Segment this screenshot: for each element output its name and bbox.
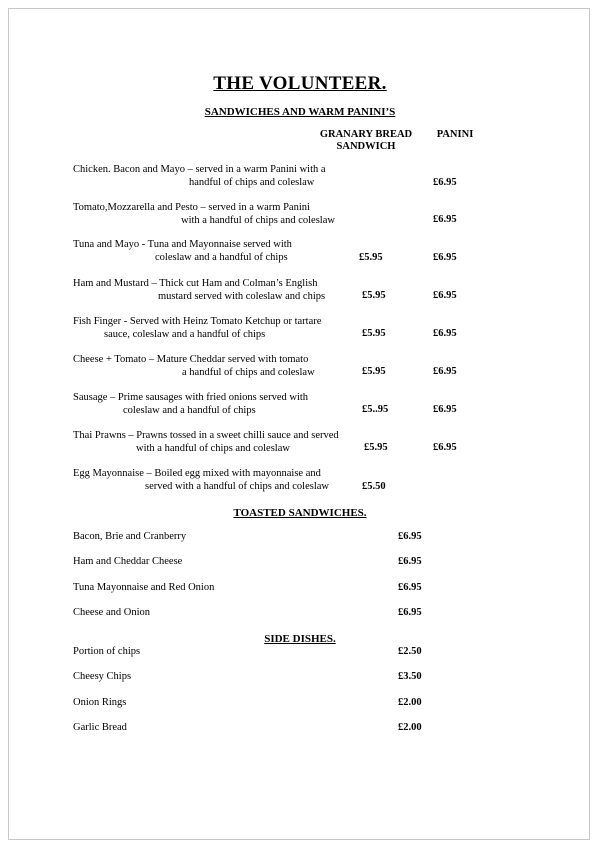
sandwich-item-panini-price: £6.95 [433, 442, 457, 453]
toasted-item-price: £6.95 [398, 582, 422, 593]
sandwich-item-desc-line1: Tomato,Mozzarella and Pesto – served in a warm Panini [73, 202, 310, 213]
side-item-name: Portion of chips [73, 646, 141, 657]
toasted-item-price: £6.95 [398, 607, 422, 618]
sides-heading: SIDE DISHES. [264, 633, 336, 645]
side-item-name: Cheesy Chips [73, 671, 132, 682]
sandwich-item-desc-line2: a handful of chips and coleslaw [182, 366, 315, 378]
sandwich-item [73, 164, 326, 189]
toasted-item-name: Tuna Mayonnaise and Red Onion [73, 582, 215, 593]
sandwich-item-granary-price: £5.50 [362, 481, 386, 492]
sandwich-item-desc-line1: Sausage – Prime sausages with fried onions served with [73, 392, 309, 403]
panini-column-header: PANINI [436, 129, 474, 140]
granary-column-header [318, 129, 414, 153]
sandwiches-heading: SANDWICHES AND WARM PANINI’S [204, 106, 396, 118]
sandwich-item [73, 430, 339, 455]
sandwich-item-desc-line1: Egg Mayonnaise – Boiled egg mixed with mayonnaise and [73, 468, 321, 479]
sandwich-item-desc-line2: handful of chips and coleslaw [189, 176, 315, 188]
page-border [8, 8, 590, 840]
sandwich-item [73, 202, 335, 227]
menu-title: THE VOLUNTEER. [213, 73, 387, 94]
sandwich-item-desc-line2: mustard served with coleslaw and chips [158, 290, 326, 302]
sandwich-item [73, 316, 321, 341]
sandwich-item-desc-line2: coleslaw and a handful of chips [155, 251, 288, 263]
side-item-price: £2.00 [398, 722, 422, 733]
sandwich-item-panini-price: £6.95 [433, 328, 457, 339]
sandwich-item-desc-line1: Ham and Mustard – Thick cut Ham and Colman’s English [73, 278, 318, 289]
sandwich-item-panini-price: £6.95 [433, 252, 457, 263]
sandwich-item-panini-price: £6.95 [433, 404, 457, 415]
sandwich-item-desc-line2: with a handful of chips and coleslaw [136, 442, 290, 454]
sandwich-item-granary-price: £5.95 [364, 442, 388, 453]
side-item-price: £2.50 [398, 646, 422, 657]
sandwich-item-granary-price: £5.95 [362, 290, 386, 301]
side-item-name: Garlic Bread [73, 722, 127, 733]
toasted-item-name: Cheese and Onion [73, 607, 150, 618]
sandwich-item-desc-line1: Tuna and Mayo - Tuna and Mayonnaise served with [73, 239, 292, 250]
sandwich-item-desc-line1: Cheese + Tomato – Mature Cheddar served with tomato [73, 354, 309, 365]
sandwich-item-panini-price: £6.95 [433, 366, 457, 377]
sandwich-item-panini-price: £6.95 [433, 177, 457, 188]
toasted-heading: TOASTED SANDWICHES. [233, 507, 367, 519]
sandwich-item-desc-line2: coleslaw and a handful of chips [123, 404, 256, 416]
side-item-price: £2.00 [398, 697, 422, 708]
side-item-name: Onion Rings [73, 697, 127, 708]
sandwich-item-desc-line1: Fish Finger - Served with Heinz Tomato Ketchup or tartare [73, 316, 322, 327]
sandwich-item [73, 278, 325, 303]
sandwich-item [73, 468, 329, 493]
granary-header-line2: SANDWICH [336, 141, 396, 152]
sandwich-item-granary-price: £5.95 [362, 366, 386, 377]
toasted-item-price: £6.95 [398, 556, 422, 567]
sandwich-item [73, 392, 308, 417]
side-item-price: £3.50 [398, 671, 422, 682]
sandwich-item-granary-price: £5..95 [362, 404, 389, 415]
toasted-item-price: £6.95 [398, 531, 422, 542]
granary-header-line1: GRANARY BREAD [319, 129, 413, 140]
sandwich-item-desc-line2: served with a handful of chips and coleslaw [145, 480, 329, 492]
sandwich-item-desc-line2: sauce, coleslaw and a handful of chips [104, 328, 266, 340]
sandwich-item-granary-price: £5.95 [362, 328, 386, 339]
toasted-item-name: Bacon, Brie and Cranberry [73, 531, 187, 542]
sandwich-item-panini-price: £6.95 [433, 214, 457, 225]
sandwich-item-desc-line1: Thai Prawns – Prawns tossed in a sweet chilli sauce and served [73, 430, 339, 441]
sandwich-item [73, 354, 315, 379]
sandwich-item-desc-line1: Chicken. Bacon and Mayo – served in a warm Panini with a [73, 164, 326, 175]
toasted-item-name: Ham and Cheddar Cheese [73, 556, 183, 567]
sandwich-item-granary-price: £5.95 [359, 252, 383, 263]
sandwich-item [73, 239, 292, 264]
sandwich-item-desc-line2: with a handful of chips and coleslaw [181, 214, 335, 226]
sandwich-item-panini-price: £6.95 [433, 290, 457, 301]
